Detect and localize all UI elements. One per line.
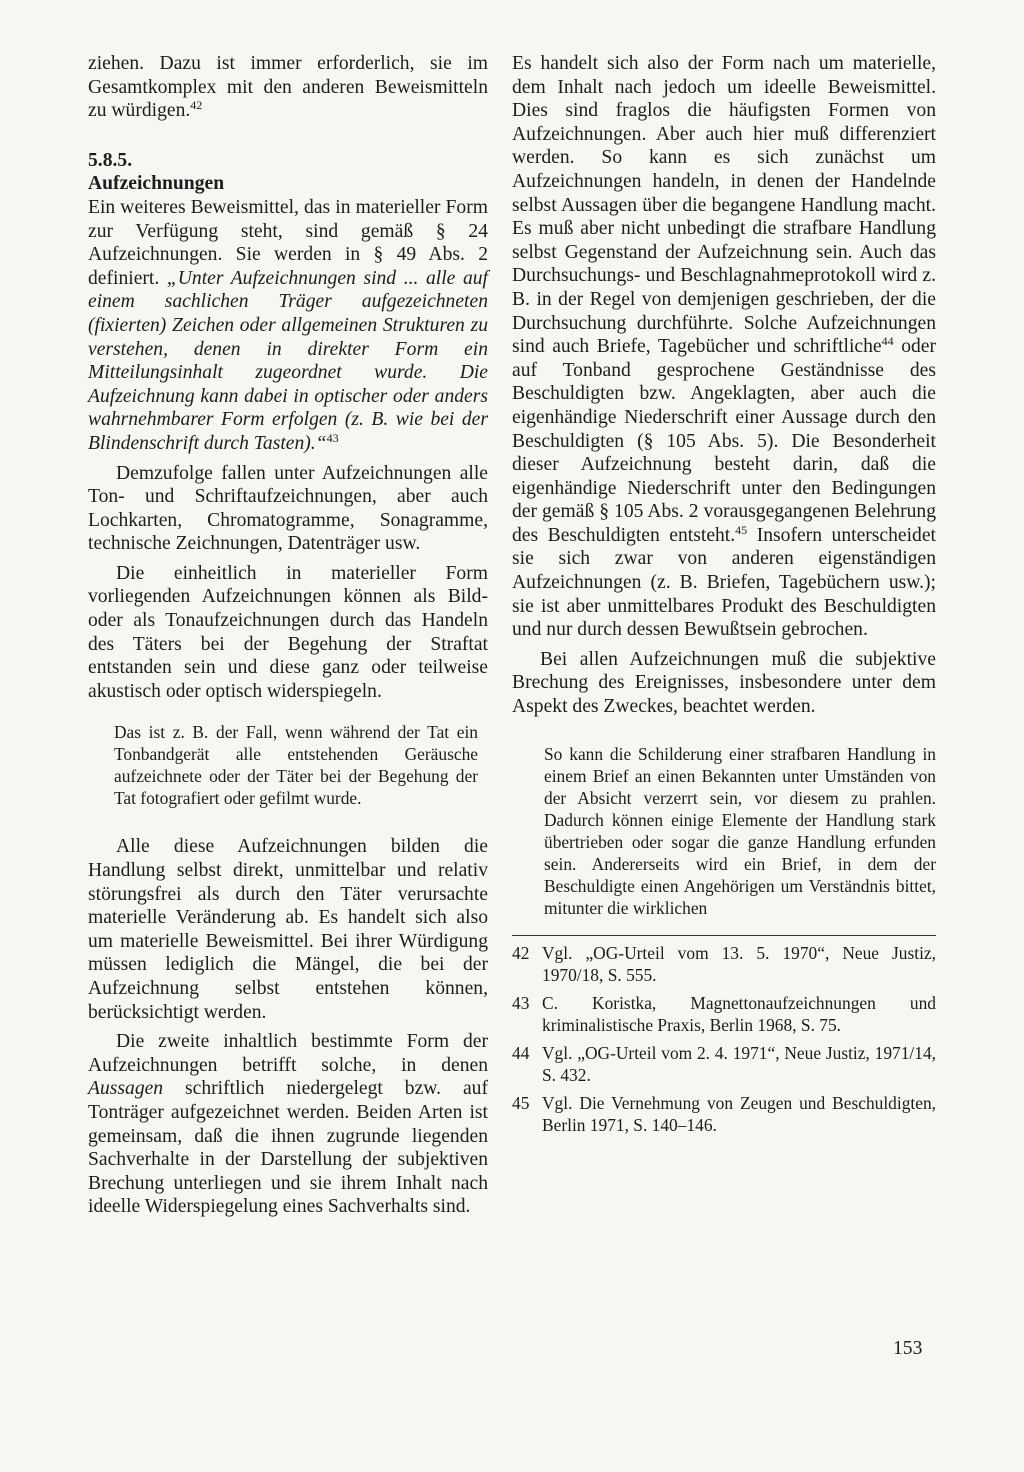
example-block: Das ist z. B. der Fall, wenn während der Tat ein Tonbandgerät alle entstehenden Geräusche aufzeichnete oder der Täter bei der Begehung der Tat fotografiert oder gefilmt wurde. <box>114 722 478 809</box>
paragraph-text: Die zweite inhaltlich bestimmte Form der Aufzeichnungen betrifft solche, in denen <box>88 1031 488 1076</box>
footnote-number: 44 <box>512 1042 530 1063</box>
footnote-45 <box>512 1092 936 1136</box>
paragraph-continuation <box>88 52 488 123</box>
emphasis-aussagen: Aussagen <box>88 1078 164 1100</box>
footnote-text: C. Koristka, Magnettonaufzeichnungen und kriminalistische Praxis, Berlin 1968, S. 75. <box>542 992 936 1035</box>
section-title: Aufzeichnungen <box>88 173 225 195</box>
page-number: 153 <box>893 1338 923 1359</box>
example-block: So kann die Schilderung einer strafbaren Handlung in einem Brief an einen Bekannten unter Umständen von der Absicht verzerrt sein, vor diesem zu prahlen. Dadurch können einige Elemente der Handlung stark übertrieben oder sogar die ganze Handlung erfunden sein. Andererseits wird ein Brief, in dem der Beschuldigte einen Angehörigen um Verständnis bittet, mitunter die wirklichen <box>544 743 936 918</box>
footnote-text: Vgl. Die Vernehmung von Zeugen und Beschuldigten, Berlin 1971, S. 140–146. <box>542 1092 936 1135</box>
footnote-ref-42: 42 <box>190 98 203 113</box>
paragraph-bei-allen: Bei allen Aufzeichnungen muß die subjektive Brechung des Ereignisses, insbesondere unter dem Aspekt des Zweckes, beachtet werden. <box>512 648 936 718</box>
paragraph-es-handelt <box>512 52 936 642</box>
definition-quote: „Unter Aufzeichnungen sind ... alle auf einem sachlichen Träger aufgezeichneten (fixierten) Zeichen oder allgemeinen Strukturen zu verstehen, denen in direkter Form ein Mitteilungsinhalt zugeordnet wurde. Die Aufzeichnung kann dabei in optischer oder anders wahrnehmbarer Form erfolgen (z. B. wie bei der Blindenschrift durch Tasten).“ <box>88 267 488 454</box>
paragraph-einheitlich: Die einheitlich in materieller Form vorliegenden Aufzeichnungen können als Bild- oder als Tonaufzeichnungen durch das Handeln des Täters bei der Begehung der Straftat entstanden sein und diese ganz oder teilweise akustisch oder optisch widerspiegeln. <box>88 562 488 702</box>
footnote-44 <box>512 1042 936 1086</box>
footnote-ref-44: 44 <box>881 334 894 349</box>
paragraph-text: Insofern unterscheidet sie sich zwar von anderen eigenständigen Aufzeichnungen (z. B. Briefen, Tagebüchern usw.); sie ist aber unmittelbares Produkt des Beschuldigten und nur durch dessen Bewußtsein gebrochen. <box>512 524 936 641</box>
footnote-text: Vgl. „OG-Urteil vom 13. 5. 1970“, Neue Justiz, 1970/18, S. 555. <box>542 942 936 985</box>
footnote-43 <box>512 992 936 1036</box>
footnote-number: 45 <box>512 1092 530 1113</box>
footnote-number: 42 <box>512 942 530 963</box>
paragraph-text: Es handelt sich also der Form nach um materielle, dem Inhalt nach jedoch um ideelle Beweismittel. Dies sind fraglos die häufigsten Formen von Aufzeichnungen. Aber auch hier muß differenziert werden. So kann es sich zunächst um Aufzeichnungen handeln, in denen der Handelnde selbst Aussagen über die begangene Handlung macht. Es muß aber nicht unbedingt die strafbare Handlung selbst Gegenstand der Aufzeichnung sein. Auch das Durchsuchungs- und Beschlagnahmeprotokoll wird z. B. in der Regel von demjenigen geschrieben, der die Durchsuchung durchführte. Solche Aufzeichnungen sind auch Briefe, Tagebücher und schriftliche <box>512 53 936 358</box>
footnote-text: Vgl. „OG-Urteil vom 2. 4. 1971“, Neue Justiz, 1971/14, S. 432. <box>542 1042 936 1085</box>
footnotes <box>512 942 936 1136</box>
footnote-number: 43 <box>512 992 530 1013</box>
paragraph-text: schriftlich niedergelegt bzw. auf Tonträger aufgezeichnet werden. Beiden Arten ist gemeinsam, daß die ihnen zugrunde liegenden Sachverhalte in der Darstellung der subjektiven Brechung unterliegen und sie ihrem Inhalt nach ideelle Widerspiegelung eines Sachverhalts sind. <box>88 1078 488 1218</box>
paragraph-zweite <box>88 1030 488 1219</box>
footnote-ref-43: 43 <box>326 430 339 445</box>
left-column <box>88 52 488 1219</box>
section-number: 5.8.5. <box>88 149 133 171</box>
footnote-ref-45: 45 <box>735 522 748 537</box>
footnote-divider <box>512 935 936 936</box>
right-column <box>512 52 936 1136</box>
paragraph-intro <box>88 196 488 456</box>
paragraph-text: Ein weiteres Beweismittel, das in materieller Form zur Verfügung steht, sind gemäß § 24 Aufzeichnungen. Sie werden in § 49 Abs. 2 definiert. <box>88 196 488 289</box>
paragraph-text: ziehen. Dazu ist immer erforderlich, sie im Gesamtkomplex mit den anderen Beweismitteln zu würdigen. <box>88 53 488 122</box>
footnote-42 <box>512 942 936 986</box>
paragraph-alle: Alle diese Aufzeichnungen bilden die Handlung selbst direkt, unmittelbar und relativ störungsfrei als durch den Täter verursachte materielle Veränderung ab. Es handelt sich also um materielle Beweismittel. Bei ihrer Würdigung müssen lediglich die Mängel, die bei der Aufzeichnung selbst entstehen können, berücksichtigt werden. <box>88 836 488 1023</box>
paragraph-text: oder auf Tonband gesprochene Geständnisse des Beschuldigten bzw. Angeklagten, aber auch die eigenhändige Niederschrift einer Aussage durch den Beschuldigten (§ 105 Abs. 5). Die Besonderheit dieser Aufzeichnung besteht darin, daß die eigenhändige Niederschrift unter den Bedingungen der gemäß § 105 Abs. 2 vorausgegangenen Belehrung des Beschuldigten entsteht. <box>512 336 937 546</box>
paragraph-demzufolge: Demzufolge fallen unter Aufzeichnungen alle Ton- und Schriftaufzeichnungen, aber auch Lochkarten, Chromatogramme, Sonagramme, technische Zeichnungen, Datenträger usw. <box>88 462 488 555</box>
